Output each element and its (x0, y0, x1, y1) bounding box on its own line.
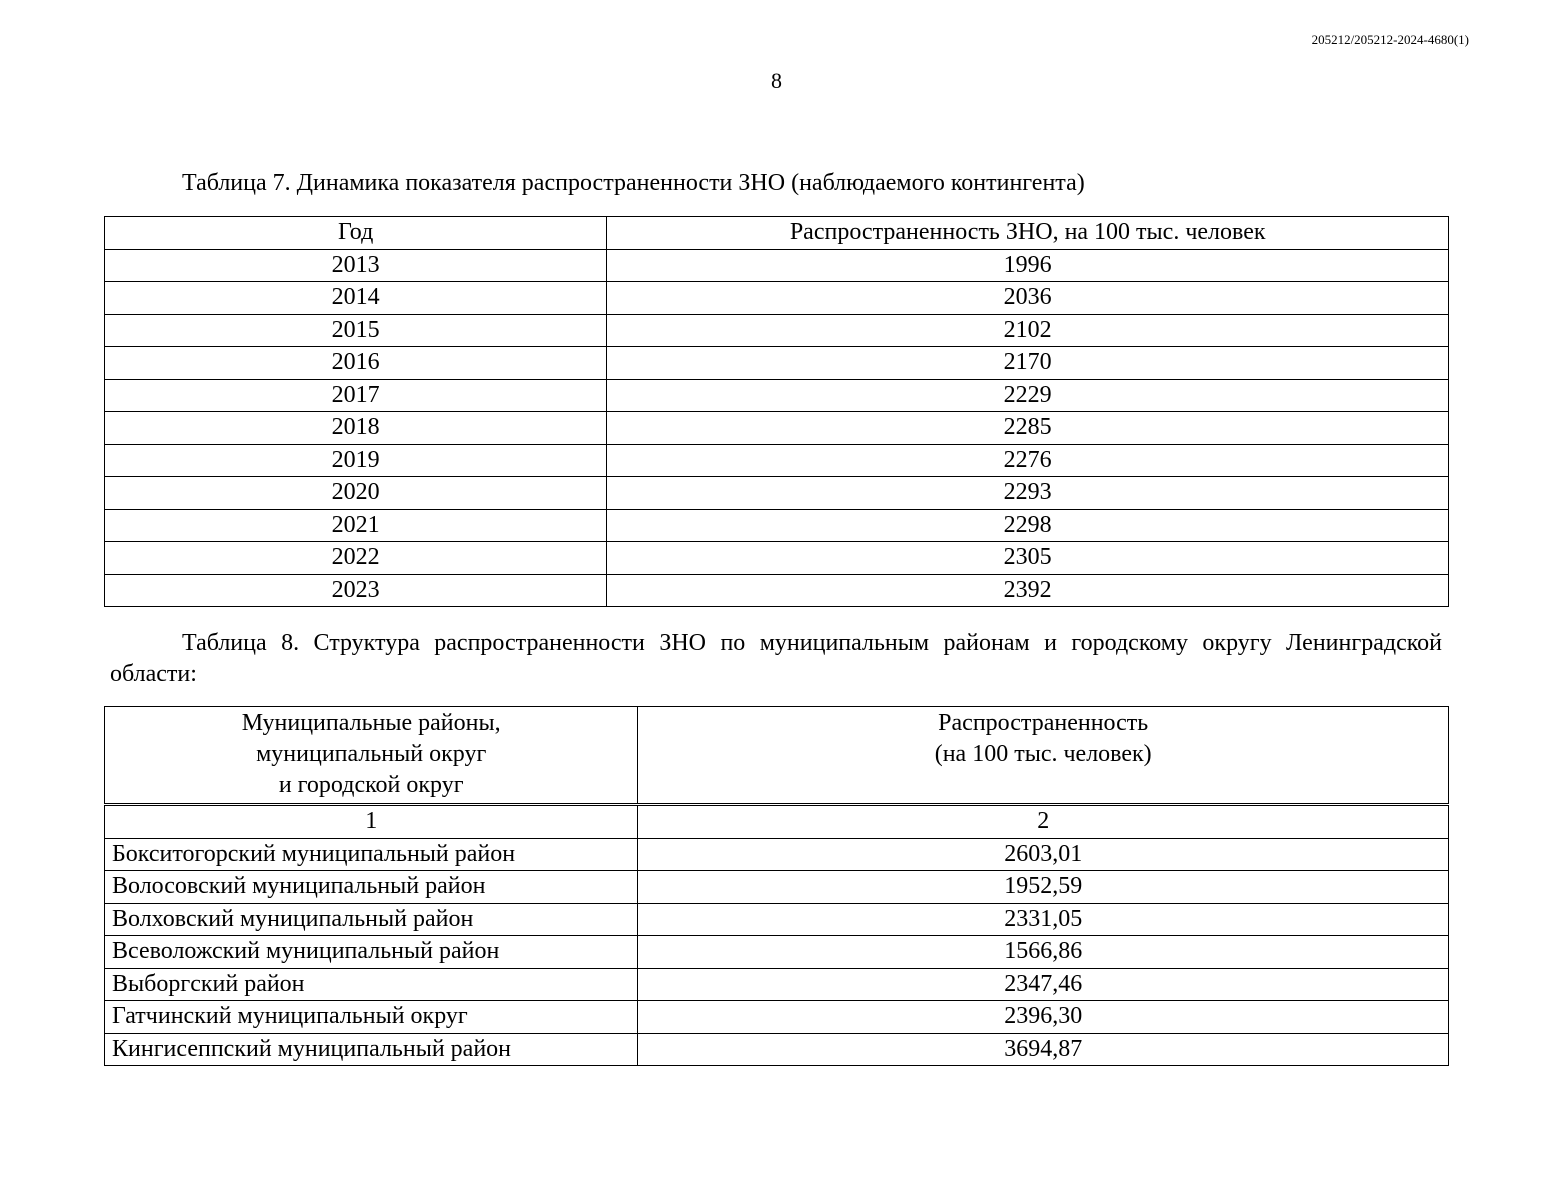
table-row (105, 282, 1449, 315)
table-7-value-cell: 2170 (607, 347, 1449, 380)
table-8-header-districts-line: муниципальный округ (256, 741, 487, 767)
table-7-value-cell: 2229 (607, 379, 1449, 412)
table-7-value-cell: 1996 (607, 249, 1449, 282)
table-row (105, 838, 1449, 871)
table-7-value-cell: 2036 (607, 282, 1449, 315)
table-row (105, 347, 1449, 380)
table-7-value-cell: 2276 (607, 444, 1449, 477)
table-8-caption: Таблица 8. Структура распространенности ЗНО по муниципальным районам и городскому округу Ленинградской области: (110, 630, 1442, 687)
table-row (105, 903, 1449, 936)
table-8-body (105, 707, 1449, 1066)
table-8-district-cell: Бокситогорский муниципальный район (105, 838, 638, 871)
table-7-header-prevalence: Распространенность ЗНО, на 100 тыс. человек (607, 217, 1449, 250)
table-7-year-cell: 2017 (105, 379, 607, 412)
table-8-value-cell: 1566,86 (638, 936, 1449, 969)
table-7-body (105, 217, 1449, 607)
table-8-header-districts-line: и городской округ (278, 772, 464, 798)
table-7-year-cell: 2013 (105, 249, 607, 282)
table-7-year-cell: 2019 (105, 444, 607, 477)
table-8-value-cell: 2347,46 (638, 968, 1449, 1001)
table-8-header-prevalence (638, 707, 1449, 805)
table-8-column-number: 1 (105, 805, 638, 839)
table-row (105, 412, 1449, 445)
table-8-district-cell: Кингисеппский муниципальный район (105, 1033, 638, 1066)
table-8-header-districts-line: Муниципальные районы, (241, 710, 501, 736)
table-row (105, 1001, 1449, 1034)
table-8-column-number-row (105, 805, 1449, 839)
table-7-value-cell: 2298 (607, 509, 1449, 542)
table-7-value-cell: 2102 (607, 314, 1449, 347)
document-id: 205212/205212-2024-4680(1) (1311, 32, 1469, 47)
table-7-header-year: Год (105, 217, 607, 250)
table-7-year-cell: 2022 (105, 542, 607, 575)
table-7-value-cell: 2285 (607, 412, 1449, 445)
table-row (105, 314, 1449, 347)
table-row (105, 542, 1449, 575)
table-row (105, 574, 1449, 607)
table-row (105, 249, 1449, 282)
table-7-year-cell: 2014 (105, 282, 607, 315)
table-8-value-cell: 2603,01 (638, 838, 1449, 871)
table-7-year-cell: 2020 (105, 477, 607, 510)
table-row (105, 444, 1449, 477)
table-8-district-cell: Выборгский район (105, 968, 638, 1001)
table-8-header-row (105, 707, 1449, 805)
table-7-year-cell: 2016 (105, 347, 607, 380)
table-row (105, 1033, 1449, 1066)
table-8 (104, 706, 1449, 1066)
table-row (105, 871, 1449, 904)
table-8-district-cell: Гатчинский муниципальный округ (105, 1001, 638, 1034)
table-7-year-cell: 2018 (105, 412, 607, 445)
table-7-value-cell: 2293 (607, 477, 1449, 510)
table-8-header-prevalence-line: (на 100 тыс. человек) (934, 741, 1152, 767)
table-8-district-cell: Волховский муниципальный район (105, 903, 638, 936)
table-8-value-cell: 2331,05 (638, 903, 1449, 936)
table-7-year-cell: 2021 (105, 509, 607, 542)
table-8-header-prevalence-line: Распространенность (938, 710, 1149, 736)
table-row (105, 379, 1449, 412)
table-row (105, 936, 1449, 969)
table-7 (104, 216, 1449, 607)
table-8-district-cell: Волосовский муниципальный район (105, 871, 638, 904)
page-number: 8 (771, 68, 782, 93)
table-row (105, 968, 1449, 1001)
table-8-value-cell: 3694,87 (638, 1033, 1449, 1066)
table-row (105, 509, 1449, 542)
table-8-column-number: 2 (638, 805, 1449, 839)
table-8-district-cell: Всеволожский муниципальный район (105, 936, 638, 969)
table-7-header-row (105, 217, 1449, 250)
table-8-value-cell: 1952,59 (638, 871, 1449, 904)
table-8-value-cell: 2396,30 (638, 1001, 1449, 1034)
table-row (105, 477, 1449, 510)
table-7-year-cell: 2023 (105, 574, 607, 607)
table-7-caption: Таблица 7. Динамика показателя распространенности ЗНО (наблюдаемого контингента) (182, 170, 1085, 196)
table-8-header-districts (105, 707, 638, 805)
table-7-value-cell: 2392 (607, 574, 1449, 607)
table-7-year-cell: 2015 (105, 314, 607, 347)
table-7-value-cell: 2305 (607, 542, 1449, 575)
